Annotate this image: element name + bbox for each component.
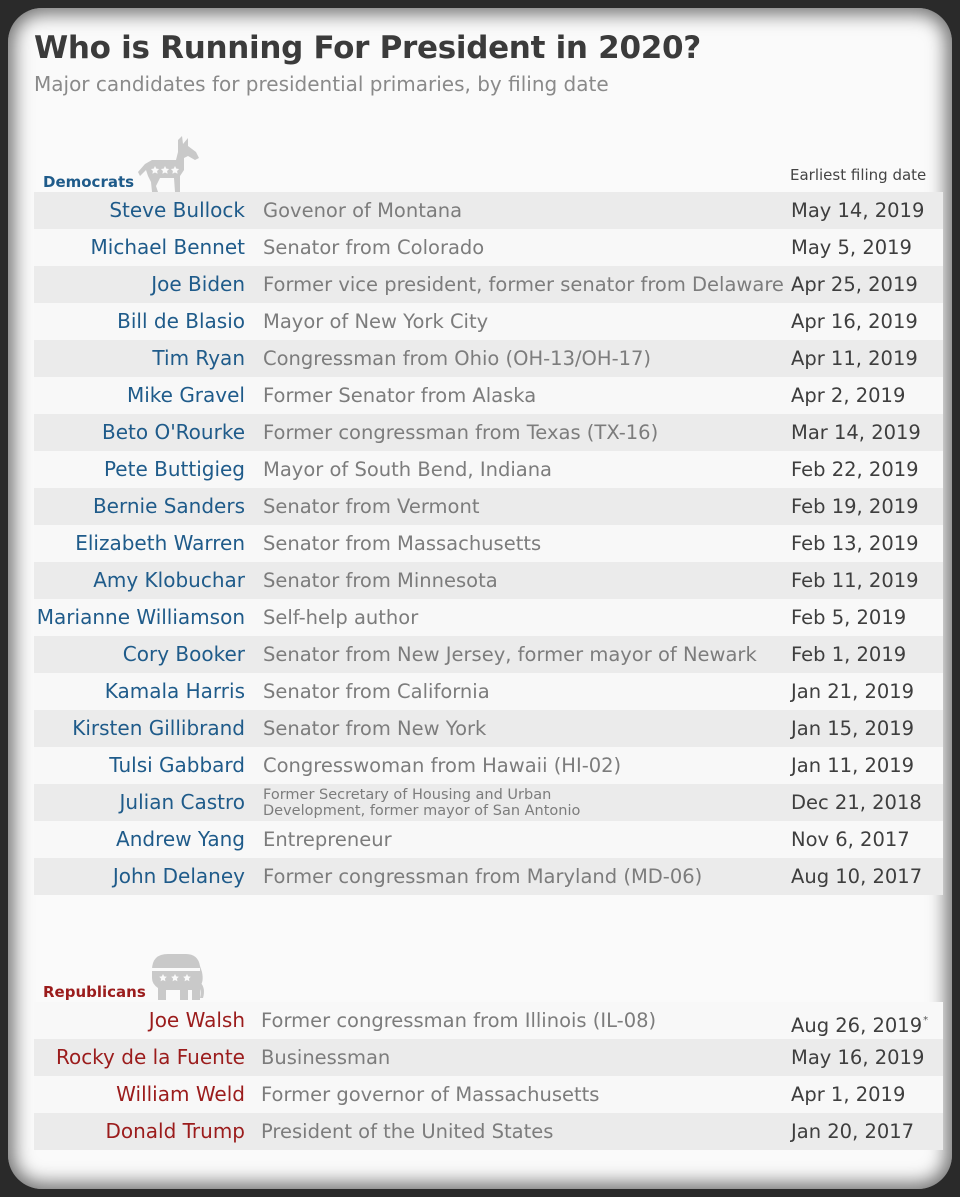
candidate-name: Elizabeth Warren: [75, 531, 245, 555]
table-row: [34, 1113, 943, 1150]
table-row: [34, 451, 943, 488]
page-subtitle: Major candidates for presidential primaries, by filing date: [34, 72, 609, 96]
candidate-name: Donald Trump: [105, 1119, 245, 1143]
filing-date: Jan 11, 2019: [791, 754, 915, 777]
republicans-table: [34, 1002, 943, 1150]
filing-date: Mar 14, 2019: [791, 421, 921, 444]
candidate-description: Former congressman from Illinois (IL-08): [261, 1009, 657, 1032]
candidate-name: Amy Klobuchar: [93, 568, 245, 592]
candidate-name: Marianne Williamson: [36, 605, 245, 629]
filing-date: Jan 20, 2017: [791, 1120, 915, 1143]
candidate-description: Senator from Colorado: [263, 236, 485, 259]
filing-date: Apr 25, 2019: [791, 273, 918, 296]
candidate-name: Bill de Blasio: [117, 309, 245, 333]
page-title: Who is Running For President in 2020?: [34, 30, 701, 66]
table-row: [34, 636, 943, 673]
candidate-name: Kamala Harris: [104, 679, 245, 703]
candidate-name: Steve Bullock: [109, 198, 245, 222]
filing-date: Feb 22, 2019: [791, 458, 919, 481]
candidate-description: [263, 786, 580, 819]
candidate-name: John Delaney: [112, 864, 245, 888]
candidate-name: Joe Biden: [151, 272, 245, 296]
candidate-description: Businessman: [261, 1046, 391, 1069]
candidate-description: Senator from New York: [263, 717, 487, 740]
table-row: [34, 488, 943, 525]
filing-date: Apr 2, 2019: [791, 384, 906, 407]
table-row: [34, 266, 943, 303]
table-row: [34, 303, 943, 340]
candidate-description: Senator from New Jersey, former mayor of Newark: [263, 643, 757, 666]
candidate-name: Cory Booker: [122, 642, 245, 666]
filing-date: Jan 15, 2019: [791, 717, 915, 740]
filing-date: Apr 1, 2019: [791, 1083, 906, 1106]
candidate-name: Tulsi Gabbard: [109, 753, 245, 777]
candidate-name: Pete Buttigieg: [103, 457, 245, 481]
filing-date: [791, 1002, 928, 1039]
candidate-description: Congressman from Ohio (OH-13/OH-17): [263, 347, 652, 370]
candidate-description: Senator from Massachusetts: [263, 532, 542, 555]
candidate-name: Beto O'Rourke: [101, 420, 245, 444]
table-row: [34, 1076, 943, 1113]
filing-date: Jan 21, 2019: [791, 680, 915, 703]
table-row: [34, 229, 943, 266]
candidate-name: Mike Gravel: [126, 383, 245, 407]
elephant-icon: [146, 952, 206, 1004]
filing-date: May 5, 2019: [791, 236, 912, 259]
table-row: [34, 192, 943, 229]
candidate-name: Rocky de la Fuente: [55, 1045, 245, 1069]
donkey-icon: [138, 136, 202, 194]
table-row: [34, 1002, 943, 1039]
table-row: [34, 784, 943, 821]
candidate-description: Mayor of New York City: [263, 310, 489, 333]
table-row: [34, 377, 943, 414]
candidate-description: President of the United States: [261, 1120, 554, 1143]
republicans-label: Republicans: [43, 983, 146, 1001]
table-row: [34, 599, 943, 636]
filing-date: Nov 6, 2017: [791, 828, 910, 851]
filing-date: Feb 1, 2019: [791, 643, 907, 666]
table-row: [34, 858, 943, 895]
filing-date: Apr 16, 2019: [791, 310, 918, 333]
table-row: [34, 747, 943, 784]
candidate-description: Self-help author: [263, 606, 419, 629]
candidate-name: Bernie Sanders: [92, 494, 245, 518]
filing-date: Dec 21, 2018: [791, 791, 922, 814]
candidate-description: Former vice president, former senator from Delaware: [263, 273, 784, 296]
candidate-description: Former governor of Massachusetts: [261, 1083, 600, 1106]
table-row: [34, 340, 943, 377]
candidate-name: Tim Ryan: [152, 346, 245, 370]
table-row: [34, 525, 943, 562]
candidate-name: Michael Bennet: [90, 235, 245, 259]
candidate-description: Former congressman from Texas (TX-16): [263, 421, 659, 444]
table-row: [34, 673, 943, 710]
candidate-description: Former Senator from Alaska: [263, 384, 537, 407]
filing-date: Aug 10, 2017: [791, 865, 923, 888]
candidate-name: William Weld: [116, 1082, 245, 1106]
candidate-description: Mayor of South Bend, Indiana: [263, 458, 552, 481]
filing-date: Feb 13, 2019: [791, 532, 919, 555]
candidate-description: Senator from California: [263, 680, 490, 703]
candidate-name: Julian Castro: [119, 790, 245, 814]
filing-date: Feb 5, 2019: [791, 606, 907, 629]
table-row: [34, 562, 943, 599]
candidate-description: Senator from Vermont: [263, 495, 480, 518]
candidate-description: Senator from Minnesota: [263, 569, 498, 592]
democrats-table: [34, 192, 943, 895]
candidate-description: Govenor of Montana: [263, 199, 463, 222]
filing-date: May 16, 2019: [791, 1046, 925, 1069]
candidate-name: Andrew Yang: [116, 827, 245, 851]
table-row: [34, 710, 943, 747]
candidate-name: Kirsten Gillibrand: [72, 716, 245, 740]
infographic-card: [8, 8, 952, 1189]
table-row: [34, 414, 943, 451]
democrats-label: Democrats: [43, 173, 135, 191]
filing-date: Feb 19, 2019: [791, 495, 919, 518]
candidate-description: Congresswoman from Hawaii (HI-02): [263, 754, 622, 777]
candidate-description: Entrepreneur: [263, 828, 392, 851]
table-row: [34, 821, 943, 858]
filing-date: Apr 11, 2019: [791, 347, 918, 370]
filing-date: May 14, 2019: [791, 199, 925, 222]
candidate-name: Joe Walsh: [148, 1008, 245, 1032]
candidate-description: Former congressman from Maryland (MD-06): [263, 865, 703, 888]
description-line: Former Secretary of Housing and Urban: [263, 786, 552, 803]
filing-date-value: Aug 26, 2019: [791, 1014, 923, 1037]
table-row: [34, 1039, 943, 1076]
filing-date-column-header: Earliest filing date: [790, 166, 927, 184]
description-line: Development, former mayor of San Antonio: [263, 802, 581, 819]
footnote-marker: *: [923, 1015, 929, 1026]
filing-date: Feb 11, 2019: [791, 569, 919, 592]
